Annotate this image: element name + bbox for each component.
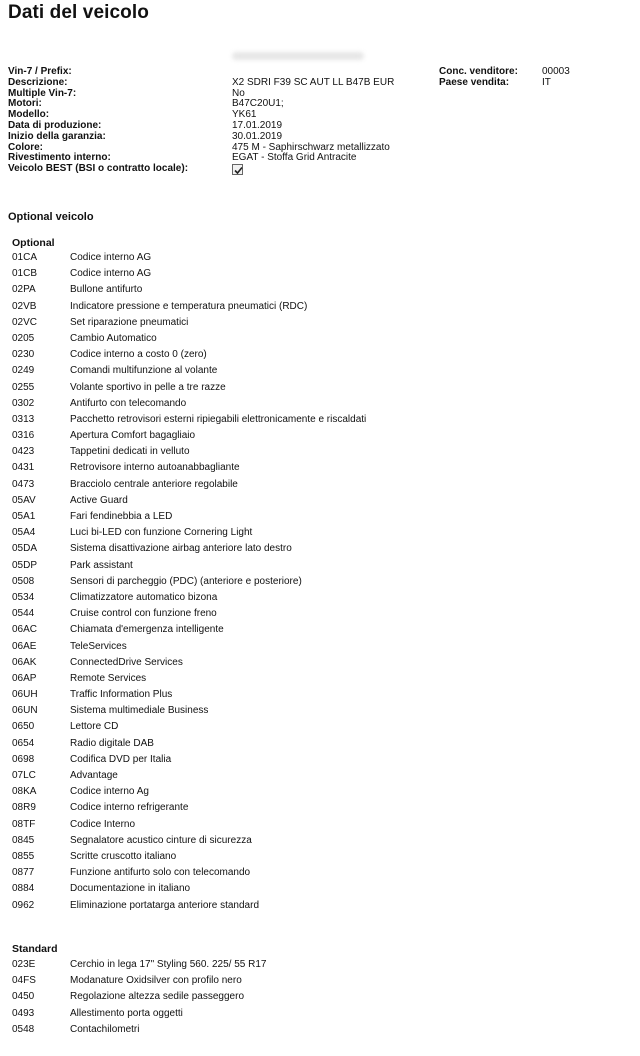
spec-row-warranty-start [8, 132, 632, 143]
option-row [12, 493, 632, 509]
spec-value: 30.01.2019 [232, 130, 283, 142]
spec-label: Motori: [8, 98, 42, 110]
option-description: Documentazione in italiano [70, 883, 191, 895]
option-row [12, 800, 632, 816]
option-code: 0431 [12, 462, 35, 474]
option-code: 0493 [12, 1007, 35, 1019]
seller-dealer-label: Conc. venditore: [439, 66, 518, 77]
option-row [12, 347, 632, 363]
seller-dealer-value: 00003 [542, 66, 570, 77]
option-description: Cruise control con funzione freno [70, 608, 217, 620]
option-code: 0230 [12, 349, 35, 361]
option-row [12, 989, 632, 1005]
spec-value: YK61 [232, 109, 257, 121]
option-code: 0423 [12, 446, 35, 458]
option-row [12, 817, 632, 833]
option-code: 0302 [12, 397, 35, 409]
option-code: 06AE [12, 640, 37, 652]
option-description: Antifurto con telecomando [70, 397, 187, 409]
option-row [12, 477, 632, 493]
option-description: Retrovisore interno autoanabbagliante [70, 462, 240, 474]
option-code: 0313 [12, 413, 35, 425]
option-row [12, 428, 632, 444]
option-row [12, 282, 632, 298]
option-row [12, 703, 632, 719]
option-description: Luci bi-LED con funzione Cornering Light [70, 527, 253, 539]
option-description: Fari fendinebbia a LED [70, 511, 173, 522]
option-code: 06AC [12, 624, 38, 636]
option-row [12, 509, 632, 525]
option-description: Scritte cruscotto italiano [70, 850, 177, 862]
option-code: 08KA [12, 786, 37, 798]
option-row [12, 1022, 632, 1038]
option-description: Codice interno AG [70, 268, 152, 280]
option-description: Allestimento porta oggetti [70, 1007, 183, 1019]
spec-value: X2 SDRI F39 SC AUT LL B47B EUR [232, 76, 395, 88]
spec-value: No [232, 87, 245, 99]
spec-label: Vin-7 / Prefix: [8, 66, 72, 77]
option-row [12, 898, 632, 914]
option-description: Set riparazione pneumatici [70, 316, 189, 328]
spec-label: Descrizione: [8, 76, 68, 88]
option-description: Comandi multifunzione al volante [70, 365, 218, 377]
option-description: Regolazione altezza sedile passeggero [70, 991, 245, 1003]
vehicle-options-heading: Optional veicolo [8, 211, 94, 223]
option-code: 07LC [12, 770, 36, 781]
spec-value: 17.01.2019 [232, 119, 283, 131]
option-description: Codice interno refrigerante [70, 802, 189, 814]
option-description: Codice interno Ag [70, 786, 149, 798]
option-code: 0508 [12, 575, 35, 587]
option-code: 08R9 [12, 802, 36, 814]
option-code: 06AP [12, 672, 37, 684]
option-row [12, 881, 632, 897]
option-row [12, 541, 632, 557]
spec-row-model [8, 110, 632, 121]
option-code: 0255 [12, 381, 35, 393]
option-code: 01CB [12, 268, 38, 280]
vehicle-details [8, 67, 632, 175]
option-description: Cambio Automatico [70, 332, 157, 344]
standard-list [12, 957, 632, 1038]
option-row [12, 719, 632, 735]
option-description: Codice interno AG [70, 252, 152, 263]
option-row [12, 315, 632, 331]
option-row [12, 266, 632, 282]
option-description: Codice Interno [70, 818, 136, 830]
option-description: Contachilometri [70, 1023, 140, 1035]
option-code: 0205 [12, 332, 35, 344]
option-description: Sensori di parcheggio (PDC) (anteriore e posteriore) [70, 575, 302, 587]
option-code: 0544 [12, 608, 35, 620]
spec-value: 475 M - Saphirschwarz metallizzato [232, 141, 390, 153]
spec-label: Data di produzione: [8, 119, 102, 131]
option-code: 02PA [12, 284, 36, 296]
option-code: 0450 [12, 991, 35, 1003]
option-row [12, 622, 632, 638]
sale-country-label: Paese vendita: [439, 76, 510, 88]
spec-label: Modello: [8, 109, 50, 121]
option-code: 02VB [12, 300, 37, 312]
option-code: 0316 [12, 430, 35, 442]
option-code: 01CA [12, 252, 38, 263]
option-description: Radio digitale DAB [70, 737, 154, 749]
option-code: 05A1 [12, 511, 36, 522]
option-row [12, 331, 632, 347]
option-row [12, 363, 632, 379]
option-row [12, 973, 632, 989]
option-row [12, 558, 632, 574]
option-code: 08TF [12, 818, 36, 830]
option-row [12, 752, 632, 768]
option-row [12, 444, 632, 460]
checkmark-icon [233, 165, 244, 176]
option-row [12, 380, 632, 396]
option-code: 0650 [12, 721, 35, 733]
option-code: 0698 [12, 753, 35, 765]
option-row [12, 671, 632, 687]
option-description: TeleServices [70, 640, 127, 652]
spec-value: EGAT - Stoffa Grid Antracite [232, 152, 357, 164]
spec-value: B47C20U1; [232, 98, 284, 110]
redacted-vin [232, 52, 364, 60]
option-row [12, 299, 632, 315]
spec-row-engines [8, 99, 632, 110]
sale-country-value: IT [542, 76, 551, 88]
option-code: 05A4 [12, 527, 36, 539]
option-row [12, 1006, 632, 1022]
spec-row-multiple-vin [8, 89, 632, 100]
option-row [12, 736, 632, 752]
option-description: Codice interno a costo 0 (zero) [70, 349, 207, 361]
option-row [12, 574, 632, 590]
spec-label: Colore: [8, 141, 43, 153]
option-description: Indicatore pressione e temperatura pneumatici (RDC) [70, 300, 308, 312]
optional-heading: Optional [12, 237, 55, 249]
option-description: Tappetini dedicati in velluto [70, 446, 190, 458]
option-description: Remote Services [70, 672, 147, 684]
option-code: 06AK [12, 656, 37, 668]
option-row [12, 655, 632, 671]
option-code: 06UH [12, 689, 38, 701]
option-description: Sistema multimediale Business [70, 705, 209, 717]
option-row [12, 849, 632, 865]
optional-list [12, 250, 632, 914]
option-description: Chiamata d'emergenza intelligente [70, 624, 224, 636]
best-checkbox[interactable] [232, 164, 243, 175]
option-description: Pacchetto retrovisori esterni ripiegabili elettronicamente e riscaldati [70, 413, 367, 425]
option-code: 0473 [12, 478, 35, 490]
option-code: 0534 [12, 591, 35, 603]
option-code: 0845 [12, 834, 35, 846]
option-row [12, 687, 632, 703]
option-code: 0962 [12, 899, 35, 911]
option-row [12, 784, 632, 800]
option-description: Active Guard [70, 494, 128, 506]
option-description: Lettore CD [70, 721, 119, 733]
standard-heading: Standard [12, 943, 58, 955]
option-row [12, 768, 632, 784]
spec-row-description [8, 78, 632, 89]
option-code: 04FS [12, 975, 36, 987]
option-description: Cerchio in lega 17" Styling 560. 225/ 55 R17 [70, 959, 267, 970]
option-code: 0249 [12, 365, 35, 377]
option-code: 0548 [12, 1023, 35, 1035]
option-row [12, 590, 632, 606]
spec-label: Rivestimento interno: [8, 152, 111, 164]
page-title: Dati del veicolo [8, 2, 149, 23]
option-code: 05AV [12, 494, 36, 506]
option-row [12, 396, 632, 412]
option-row [12, 250, 632, 266]
option-description: Funzione antifurto solo con telecomando [70, 867, 251, 879]
option-description: Bullone antifurto [70, 284, 143, 296]
option-code: 023E [12, 959, 36, 970]
option-description: Park assistant [70, 559, 133, 571]
option-code: 0877 [12, 867, 35, 879]
spec-row-best [8, 164, 632, 175]
option-code: 05DP [12, 559, 38, 571]
spec-label: Multiple Vin-7: [8, 87, 77, 99]
option-row [12, 639, 632, 655]
option-code: 0855 [12, 850, 35, 862]
option-description: Segnalatore acustico cinture di sicurezza [70, 834, 252, 846]
option-row [12, 412, 632, 428]
option-description: Sistema disattivazione airbag anteriore lato destro [70, 543, 292, 555]
option-description: Eliminazione portatarga anteriore standard [70, 899, 259, 911]
option-description: Modanature Oxidsilver con profilo nero [70, 975, 242, 987]
option-description: Volante sportivo in pelle a tre razze [70, 381, 226, 393]
option-row [12, 606, 632, 622]
option-row [12, 833, 632, 849]
best-label: Veicolo BEST (BSI o contratto locale): [8, 163, 189, 175]
option-code: 0654 [12, 737, 35, 749]
option-code: 02VC [12, 316, 38, 328]
option-description: Climatizzatore automatico bizona [70, 591, 218, 603]
option-description: ConnectedDrive Services [70, 656, 183, 668]
spec-label: Inizio della garanzia: [8, 130, 106, 142]
option-description: Apertura Comfort bagagliaio [70, 430, 196, 442]
option-description: Advantage [70, 770, 118, 781]
option-description: Codifica DVD per Italia [70, 753, 172, 765]
option-code: 05DA [12, 543, 38, 555]
option-row [12, 525, 632, 541]
option-row [12, 865, 632, 881]
option-description: Bracciolo centrale anteriore regolabile [70, 478, 238, 490]
option-row [12, 957, 632, 973]
option-row [12, 460, 632, 476]
option-code: 06UN [12, 705, 38, 717]
option-description: Traffic Information Plus [70, 689, 173, 701]
option-code: 0884 [12, 883, 35, 895]
